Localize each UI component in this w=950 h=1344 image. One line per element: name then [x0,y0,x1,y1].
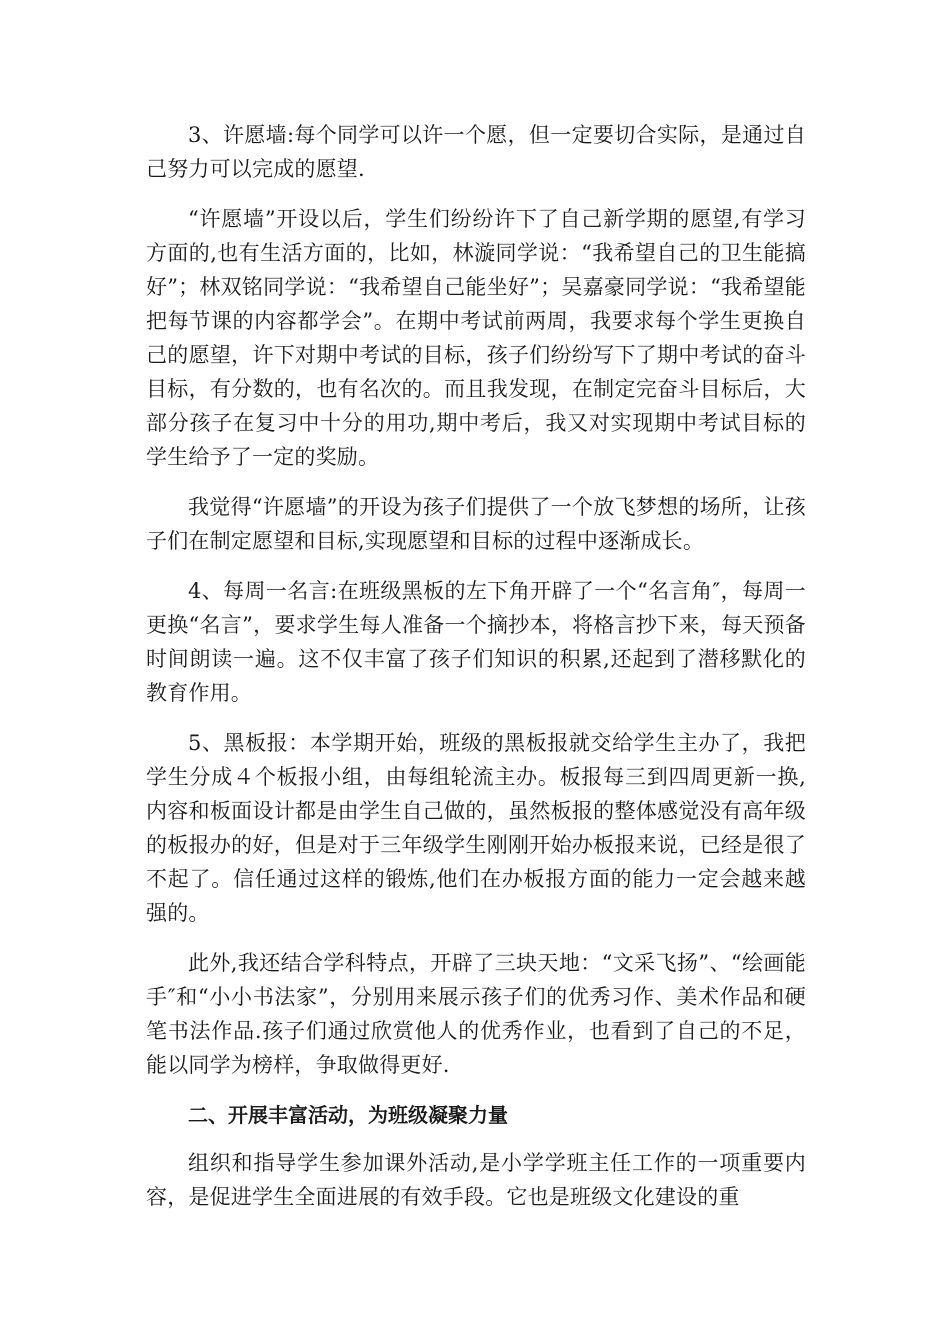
paragraph-weekly-quote: 4、每周一名言:在班级黑板的左下角开辟了一个“名言角″，每周一更换“名言”，要求学生每人准备一个摘抄本，将格言抄下来，每天预备时间朗读一遍。这不仅丰富了孩子们知识的积累,还起到了潜移默化的教育作用。 [146,579,806,705]
paragraph-wish-wall-details: “许愿墙”开设以后，学生们纷纷许下了自己新学期的愿望,有学习方面的,也有生活方面的，比如，林漩同学说：“我希望自己的卫生能搞好”；林双铭同学说：“我希望自己能坐好”；吴嘉豪同学说：“我希望能把每节课的内容都学会”。在期中考试前两周，我要求每个学生更换自己的愿望，许下对期中考试的目标，孩子们纷纷写下了期中考试的奋斗目标，有分数的，也有名次的。而且我发现，在制定完奋斗目标后，大部分孩子在复习中十分的用功,期中考后，我又对实现期中考试目标的学生给予了一定的奖励。 [146,207,806,469]
paragraph-activities: 组织和指导学生参加课外活动,是小学学班主任工作的一项重要内容，是促进学生全面进展的有效手段。它也是班级文化建设的重 [146,1151,806,1209]
document-page [146,118,806,1230]
paragraph-wish-wall-reflection: 我觉得“许愿墙”的开设为孩子们提供了一个放飞梦想的场所，让孩子们在制定愿望和目标,实现愿望和目标的过程中逐渐成长。 [146,495,806,553]
paragraph-three-corners: 此外,我还结合学科特点，开辟了三块天地：“文采飞扬”、“绘画能手″和“小小书法家”，分别用来展示孩子们的优秀习作、美术作品和硬笔书法作品.孩子们通过欣赏他人的优秀作业，也看到了自己的不足，能以同学为榜样，争取做得更好. [146,951,806,1077]
section-heading: 二、开展丰富活动，为班级凝聚力量 [188,1103,508,1127]
paragraph-blackboard: 5、黑板报：本学期开始，班级的黑板报就交给学生主办了，我把学生分成４个板报小组，由每组轮流主办。板报每三到四周更新一换,内容和板面设计都是由学生自己做的，虽然板报的整体感觉没有高年级的板报办的好，但是对于三年级学生刚刚开始办板报来说，已经是很了不起了。信任通过这样的锻炼,他们在办板报方面的能力一定会越来越强的。 [146,731,806,925]
paragraph-wish-wall: 3、许愿墙:每个同学可以许一个愿，但一定要切合实际，是通过自己努力可以完成的愿望. [146,123,806,181]
